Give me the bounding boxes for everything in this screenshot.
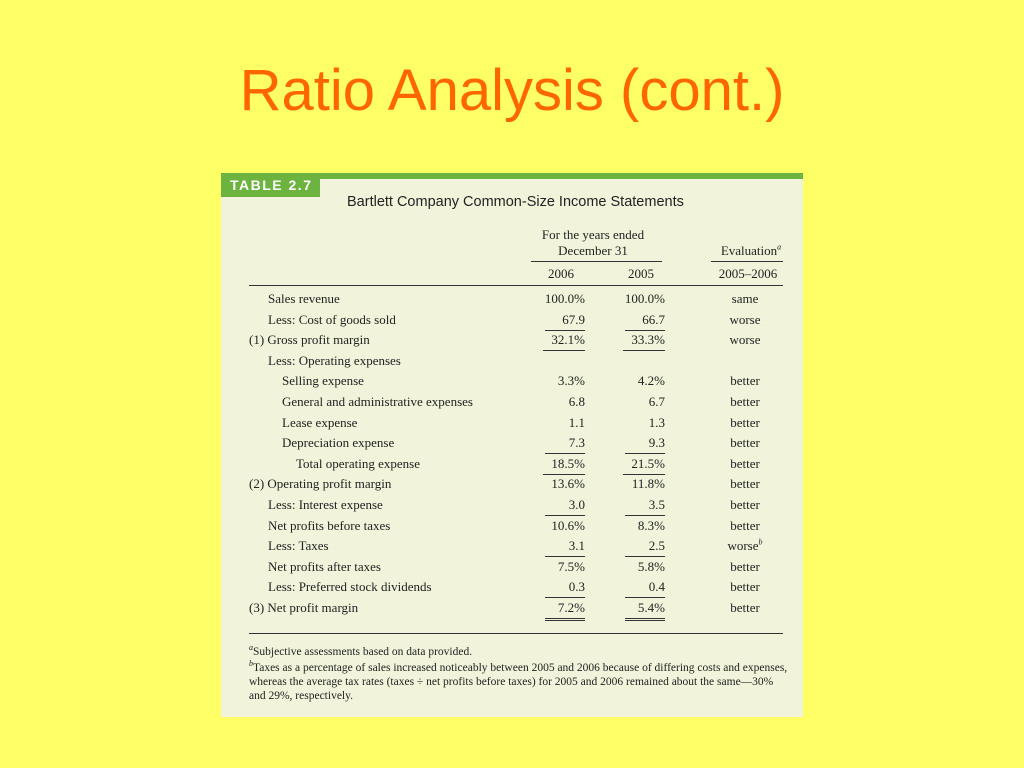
- cell-value: 66.7: [625, 310, 665, 331]
- cell-evaluation: [705, 516, 785, 536]
- evaluation-text: worse: [729, 332, 761, 348]
- table-row: [221, 413, 803, 433]
- evaluation-text: same: [731, 291, 759, 306]
- cell-2006: [521, 392, 585, 412]
- cell-2006: [521, 413, 585, 433]
- cell-2005: [601, 577, 665, 598]
- col-header-2006: 2006: [548, 266, 574, 281]
- table-row: [221, 536, 803, 556]
- cell-value: 21.5%: [623, 454, 665, 475]
- cell-2006: [521, 351, 585, 371]
- cell-evaluation: [705, 413, 785, 433]
- cell-value: 3.5: [625, 495, 665, 516]
- cell-2006: [521, 454, 585, 475]
- cell-2005: [601, 351, 665, 371]
- cell-value: 8.3%: [637, 517, 665, 533]
- footnote-b: [249, 661, 789, 703]
- footnote-a-text: Subjective assessments based on data provided.: [253, 646, 473, 658]
- table-row: [221, 577, 803, 597]
- cell-2005: [601, 413, 665, 433]
- table-row: [221, 289, 803, 309]
- cell-2005: [601, 598, 665, 621]
- evaluation-text: better: [730, 579, 760, 595]
- table-row: [221, 371, 803, 391]
- cell-value: 6.7: [648, 394, 665, 409]
- cell-value: 9.3: [625, 433, 665, 454]
- cell-2006: [521, 289, 585, 309]
- evaluation-text: better: [730, 394, 760, 409]
- cell-value: 3.0: [545, 495, 585, 516]
- cell-evaluation: [705, 557, 785, 577]
- cell-evaluation: [705, 371, 785, 391]
- cell-evaluation: [705, 289, 785, 309]
- period-header-line2: December 31: [558, 243, 628, 258]
- cell-2006: [521, 598, 585, 621]
- cell-value: 7.5%: [557, 558, 585, 574]
- cell-2005: [601, 474, 665, 494]
- cell-2005: [601, 330, 665, 351]
- cell-value: 5.8%: [637, 558, 665, 574]
- evaluation-text: better: [730, 497, 760, 512]
- footnote-b-mark: b: [249, 659, 253, 669]
- cell-evaluation: [705, 330, 785, 350]
- row-label: Less: Operating expenses: [268, 352, 401, 368]
- evaluation-text: better: [730, 373, 760, 389]
- cell-2005: [601, 310, 665, 331]
- row-label: General and administrative expenses: [282, 394, 473, 409]
- cell-2005: [601, 289, 665, 309]
- cell-value: 10.6%: [551, 517, 585, 533]
- col-header-evaluation: 2005–2006: [718, 266, 778, 281]
- cell-value: 4.2%: [637, 373, 665, 389]
- cell-evaluation: [705, 310, 785, 330]
- cell-evaluation: [705, 495, 785, 515]
- cell-value: 5.4%: [625, 598, 665, 621]
- col-header-2005: 2005: [628, 266, 654, 281]
- period-header-line1: For the years ended: [541, 227, 645, 242]
- row-label: Less: Interest expense: [268, 497, 383, 512]
- cell-2005: [601, 495, 665, 516]
- cell-2006: [521, 474, 585, 494]
- cell-value: 18.5%: [543, 454, 585, 475]
- cell-2005: [601, 433, 665, 454]
- evaluation-text: better: [730, 476, 760, 492]
- cell-2006: [521, 536, 585, 557]
- evaluation-header-note: a: [777, 242, 782, 252]
- period-header: [521, 227, 665, 259]
- evaluation-text: better: [730, 435, 760, 451]
- table-title: Bartlett Company Common-Size Income Statements: [347, 194, 684, 210]
- cell-2006: [521, 371, 585, 391]
- cell-value: 2.5: [625, 536, 665, 557]
- cell-evaluation: [705, 536, 785, 556]
- table-figure: [221, 173, 803, 717]
- cell-2006: [521, 433, 585, 454]
- cell-value: 7.2%: [545, 598, 585, 621]
- period-header-rule: [531, 261, 662, 262]
- cell-2005: [601, 516, 665, 536]
- table-row: [221, 433, 803, 453]
- cell-evaluation: [705, 577, 785, 597]
- evaluation-header-label: Evaluation: [720, 243, 778, 258]
- cell-value: 1.3: [648, 414, 665, 430]
- cell-2005: [601, 371, 665, 391]
- table-row: [221, 392, 803, 412]
- row-label: Less: Taxes: [268, 538, 329, 554]
- cell-value: 13.6%: [551, 476, 585, 492]
- table-row: [221, 557, 803, 577]
- cell-2006: [521, 495, 585, 516]
- cell-value: 33.3%: [623, 330, 665, 351]
- footnote-b-text: Taxes as a percentage of sales increased noticeably between 2005 and 2006 because of differing costs and expenses, whereas the average tax rates (taxes ÷ net profits before taxes) for 2005 and 2006 remained about the same—30% and 29%, respectively.: [249, 662, 788, 702]
- cell-2006: [521, 330, 585, 351]
- table-row: [221, 598, 803, 618]
- row-label: Lease expense: [282, 414, 358, 430]
- evaluation-text: better: [730, 455, 760, 471]
- table-row: [221, 516, 803, 536]
- slide-title: Ratio Analysis (cont.): [239, 58, 785, 123]
- cell-value: 3.3%: [557, 373, 585, 389]
- cell-value: 100.0%: [544, 291, 585, 306]
- evaluation-text: better: [730, 558, 760, 574]
- cell-value: 11.8%: [631, 476, 665, 492]
- header-bottom-rule: [249, 285, 783, 286]
- cell-value: 7.3: [545, 433, 585, 454]
- cell-value: 0.3: [545, 577, 585, 598]
- row-label: (3) Net profit margin: [249, 600, 359, 615]
- row-label: Total operating expense: [296, 455, 420, 471]
- table-row: [221, 330, 803, 350]
- row-label: (1) Gross profit margin: [249, 332, 370, 348]
- cell-value: 6.8: [568, 394, 585, 409]
- cell-value: 1.1: [568, 414, 585, 430]
- evaluation-text: better: [730, 600, 760, 615]
- table-bottom-rule: [249, 633, 783, 634]
- table-tag: TABLE 2.7: [221, 173, 320, 197]
- row-label: Net profits after taxes: [268, 558, 381, 574]
- cell-2005: [601, 557, 665, 577]
- cell-evaluation: [705, 392, 785, 412]
- evaluation-text: better: [730, 414, 760, 430]
- table-tag-rule: [320, 173, 803, 179]
- row-label: Depreciation expense: [282, 435, 395, 451]
- evaluation-note: b: [758, 537, 763, 547]
- evaluation-header: [701, 243, 801, 259]
- row-label: Sales revenue: [268, 291, 340, 306]
- evaluation-text: worse: [729, 311, 761, 327]
- cell-2005: [601, 392, 665, 412]
- footnote-a: [249, 645, 789, 659]
- row-label: Selling expense: [282, 373, 364, 389]
- cell-2005: [601, 536, 665, 557]
- table-row: [221, 495, 803, 515]
- cell-2005: [601, 454, 665, 475]
- cell-value: 100.0%: [624, 291, 665, 306]
- cell-2006: [521, 310, 585, 331]
- cell-2006: [521, 577, 585, 598]
- cell-value: 0.4: [625, 577, 665, 598]
- table-row: [221, 474, 803, 494]
- cell-value: 32.1%: [543, 330, 585, 351]
- cell-value: 3.1: [545, 536, 585, 557]
- table-row: [221, 310, 803, 330]
- row-label: Less: Cost of goods sold: [268, 311, 396, 327]
- footnote-a-mark: a: [249, 643, 253, 653]
- cell-value: 67.9: [545, 310, 585, 331]
- cell-evaluation: [705, 474, 785, 494]
- evaluation-text: better: [730, 517, 760, 533]
- table-row: [221, 454, 803, 474]
- row-label: (2) Operating profit margin: [249, 476, 392, 492]
- cell-2006: [521, 557, 585, 577]
- table-row: [221, 351, 803, 371]
- row-label: Less: Preferred stock dividends: [268, 579, 432, 595]
- evaluation-text: worse: [727, 538, 759, 554]
- cell-2006: [521, 516, 585, 536]
- evaluation-header-rule: [711, 261, 783, 262]
- cell-evaluation: [705, 454, 785, 474]
- cell-evaluation: [705, 433, 785, 453]
- row-label: Net profits before taxes: [268, 517, 391, 533]
- cell-evaluation: [705, 598, 785, 618]
